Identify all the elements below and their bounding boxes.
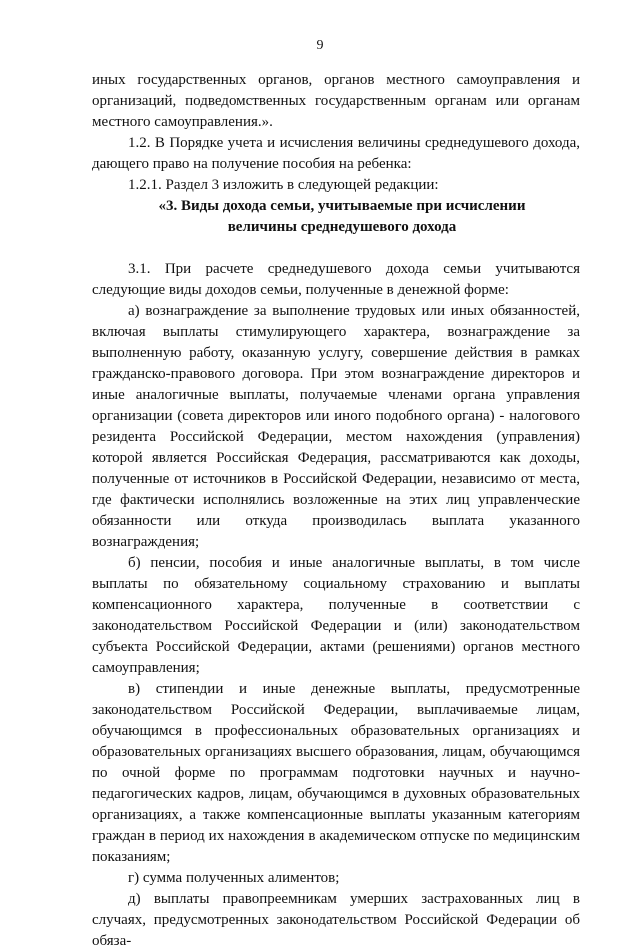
document-body (92, 70, 580, 952)
paragraph-3-1: 3.1. При расчете среднедушевого дохода семьи учитываются следующие виды доходов семьи, полученные в денежной форме: (92, 261, 580, 298)
list-item-v: в) стипендии и иные денежные выплаты, предусмотренные законодательством Российской Федерации, выплачиваемые лицам, обучающимся в профессиональных образовательных организациях и образовательных организациях высшего образования, лицам, обучающимся по очной форме по программам подготовки научных и научно-педагогических кадров, лицам, обучающимся в духовных образовательных организациях, а также компенсационные выплаты указанным категориям граждан в период их нахождения в академическом отпуске по медицинским показаниям; (92, 681, 580, 865)
list-item-g: г) сумма полученных алиментов; (128, 870, 340, 886)
paragraph-continuation: иных государственных органов, органов местного самоуправления и организаций, подведомственных государственным органам или органам местного самоуправления.». (92, 72, 580, 130)
paragraph-1-2: 1.2. В Порядке учета и исчисления величины среднедушевого дохода, дающего право на получение пособия на ребенка: (92, 135, 580, 172)
section-heading-line-2: величины среднедушевого дохода (227, 219, 457, 235)
list-item-b: б) пенсии, пособия и иные аналогичные выплаты, в том числе выплаты по обязательному социальному страхованию и выплаты компенсационного характера, полученные в соответствии с законодательством Российской Федерации и (или) законодательством субъекта Российской Федерации, актами (решениями) органов местного самоуправления; (92, 555, 580, 676)
blank-line (92, 238, 580, 259)
list-item-a: а) вознаграждение за выполнение трудовых или иных обязанностей, включая выплаты стимулирующего характера, вознаграждение за выполненную работу, оказанную услугу, совершение действия в рамках гражданско-правового договора. При этом вознаграждение директоров и иные аналогичные выплаты, получаемые членами органа управления организации (совета директоров или иного подобного органа) - налогового резидента Российской Федерации, местом нахождения (управления) которой является Российская Федерация, рассматриваются как доходы, полученные от источников в Российской Федерации, независимо от места, где фактически исполнялись возложенные на этих лиц управленческие обязанности или откуда производилась выплата указанного вознаграждения; (92, 303, 580, 550)
list-item-d: д) выплаты правопреемникам умерших застрахованных лиц в случаях, предусмотренных законодательством Российской Федерации об обяза- (92, 891, 580, 949)
paragraph-1-2-1: 1.2.1. Раздел 3 изложить в следующей редакции: (128, 177, 439, 193)
page-number: 9 (316, 38, 324, 53)
section-heading-line-1: «3. Виды дохода семьи, учитываемые при исчислении (158, 198, 526, 214)
